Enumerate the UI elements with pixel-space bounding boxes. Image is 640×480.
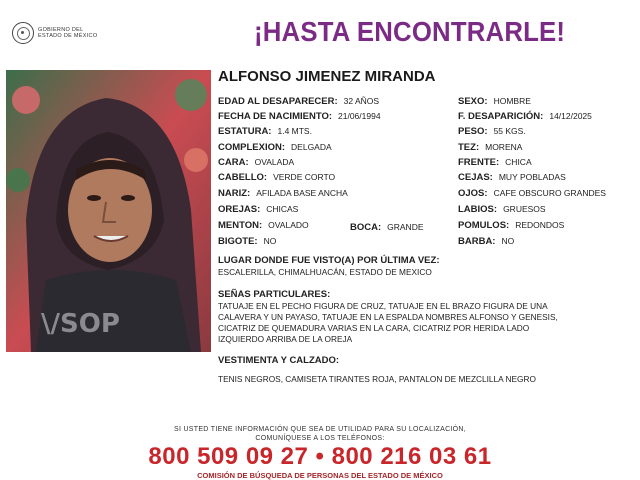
field-label: TEZ: [458, 142, 480, 153]
svg-text:\/SOP: \/SOP [41, 309, 120, 339]
marks-line-3: CICATRIZ DE QUEMADURA VARIAS EN LA CARA, CICATRIZ POR HERIDA LADO [218, 323, 530, 333]
field-beard [458, 236, 514, 247]
marks-title: SEÑAS PARTICULARES: [218, 289, 331, 300]
field-value: VERDE CORTO [273, 172, 336, 182]
field-value: 1.4 MTS. [277, 126, 312, 136]
info-line-1: SI USTED TIENE INFORMACIÓN QUE SEA DE UTILIDAD PARA SU LOCALIZACIÓN, [173, 426, 467, 433]
field-nose [218, 188, 348, 199]
field-label: CEJAS: [458, 172, 493, 183]
field-value: CHICA [505, 157, 532, 167]
field-label: EDAD AL DESAPARECER: [218, 96, 338, 107]
person-name: ALFONSO JIMENEZ MIRANDA [218, 68, 436, 85]
field-eyes [458, 188, 606, 199]
field-value: CAFE OBSCURO GRANDES [493, 188, 606, 198]
field-disappearance-date [458, 111, 592, 122]
field-label: FECHA DE NACIMIENTO: [218, 111, 332, 122]
field-mouth [350, 222, 424, 233]
field-chin [218, 220, 309, 231]
field-value: HOMBRE [493, 96, 531, 106]
field-height [218, 126, 312, 137]
field-value: 55 KGS. [493, 126, 526, 136]
logo-line-1: GOBIERNO DEL [38, 26, 84, 33]
field-label: ESTATURA: [218, 126, 272, 137]
field-label: BOCA: [350, 222, 382, 233]
last-seen-title: LUGAR DONDE FUE VISTO(A) POR ÚLTIMA VEZ: [218, 255, 440, 266]
field-complexion [458, 142, 522, 153]
field-value: 21/06/1994 [338, 111, 381, 121]
field-value: GRANDE [387, 222, 424, 232]
field-value: DELGADA [291, 142, 332, 152]
field-ears [218, 204, 298, 215]
commission-name: COMISIÓN DE BÚSQUEDA DE PERSONAS DEL ESTADO DE MÉXICO [197, 471, 443, 480]
field-age [218, 96, 379, 107]
field-lips [458, 204, 546, 215]
state-seal-icon [12, 22, 34, 44]
marks-line-2: CALAVERA Y UN PAYASO, TATUAJE EN LA ESPALDA NOMBRES ALFONSO Y GENESIS, [218, 312, 558, 322]
field-label: BIGOTE: [218, 236, 258, 247]
field-value: AFILADA BASE ANCHA [256, 188, 348, 198]
field-build [218, 142, 332, 153]
field-value: NO [501, 236, 515, 246]
field-forehead [458, 157, 532, 168]
field-value: NO [263, 236, 277, 246]
headline: ¡HASTA ENCONTRARLE! [254, 16, 566, 47]
phone-numbers[interactable]: 800 509 09 27 • 800 216 03 61 [148, 443, 492, 470]
field-label: OREJAS: [218, 204, 261, 215]
field-label: FRENTE: [458, 157, 500, 168]
field-label: BARBA: [458, 236, 496, 247]
logo-line-2: ESTADO DE MÉXICO [38, 33, 98, 39]
field-label: SEXO: [458, 96, 488, 107]
field-value: GRUESOS [503, 204, 546, 214]
last-seen-text: ESCALERILLA, CHIMALHUACÁN, ESTADO DE MEXICO [218, 267, 432, 277]
field-value: 14/12/2025 [549, 111, 592, 121]
marks-line-4: IZQUIERDO ARRIBA DE LA OREJA [218, 334, 353, 344]
field-label: CARA: [218, 157, 249, 168]
field-label: POMULOS: [458, 220, 510, 231]
field-label: NARIZ: [218, 188, 251, 199]
marks-line-1: TATUAJE EN EL PECHO FIGURA DE CRUZ, TATUAJE EN EL BRAZO FIGURA DE UNA [218, 301, 548, 311]
logo-text [38, 27, 97, 40]
field-cheekbones [458, 220, 564, 231]
field-value: MORENA [485, 142, 523, 152]
info-line-2: COMUNÍQUESE A LOS TELÉFONOS: [255, 435, 385, 442]
field-value: CHICAS [266, 204, 299, 214]
field-label: COMPLEXION: [218, 142, 286, 153]
field-label: OJOS: [458, 188, 488, 199]
field-value: MUY POBLADAS [498, 172, 566, 182]
field-sex [458, 96, 531, 107]
clothing-text: TENIS NEGROS, CAMISETA TIRANTES ROJA, PANTALON DE MEZCLILLA NEGRO [218, 374, 536, 384]
field-label: MENTON: [218, 220, 263, 231]
field-weight [458, 126, 526, 137]
field-value: OVALADO [268, 220, 309, 230]
field-label: F. DESAPARICIÓN: [458, 111, 544, 122]
photo-illustration [6, 70, 211, 352]
field-hair [218, 172, 335, 183]
field-value: REDONDOS [515, 220, 565, 230]
field-value: 32 AÑOS [343, 96, 380, 106]
field-face [218, 157, 294, 168]
field-value: OVALADA [254, 157, 295, 167]
field-mustache [218, 236, 276, 247]
field-eyebrows [458, 172, 566, 183]
government-logo [12, 22, 97, 44]
person-photo [6, 70, 211, 352]
field-birthdate [218, 111, 381, 122]
field-label: CABELLO: [218, 172, 268, 183]
field-label: LABIOS: [458, 204, 498, 215]
clothing-title: VESTIMENTA Y CALZADO: [218, 355, 340, 366]
field-label: PESO: [458, 126, 488, 137]
